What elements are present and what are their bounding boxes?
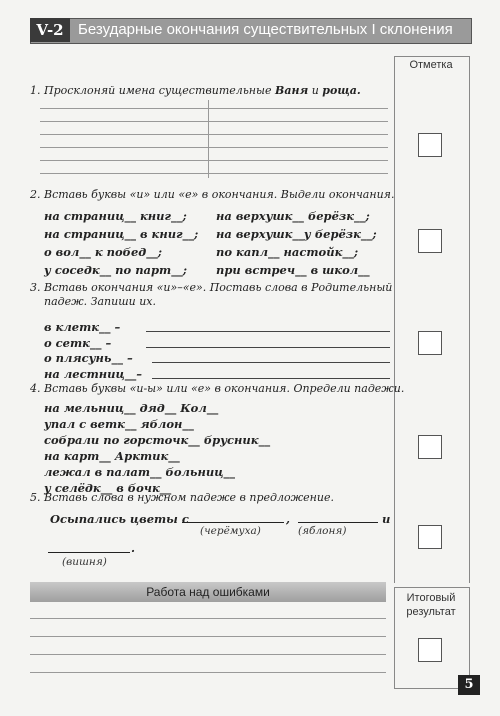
answer-line[interactable]	[152, 362, 390, 363]
task-2-row: у соседк__ по парт__;	[44, 263, 187, 277]
work-on-mistakes-title: Работа над ошибками	[146, 585, 270, 599]
task-5-sentence: Осыпались цветы с	[50, 512, 189, 526]
task-5-hint-1: (черёмуха)	[200, 525, 261, 537]
task-2-row: на страниц__ книг__;	[44, 209, 187, 223]
task-2-instruction: 2. Вставь буквы «и» или «е» в окончания. Выдели окончания.	[30, 188, 395, 201]
task-2-row: о вол__ к побед__;	[44, 245, 162, 259]
mistakes-lines[interactable]	[30, 600, 386, 690]
task-3-row: в клетк__ –	[44, 320, 121, 334]
task-2-row: при встреч__ в школ__	[216, 263, 370, 277]
answer-line[interactable]	[152, 378, 390, 379]
answer-line[interactable]	[146, 331, 390, 332]
task-5-dot: .	[131, 541, 136, 555]
answer-line[interactable]	[298, 522, 378, 523]
task-5-instruction: 5. Вставь слова в нужном падеже в предложение.	[30, 491, 334, 504]
worksheet-code: V-2	[30, 18, 70, 42]
task-4-row: на карт__ Арктик__	[44, 449, 180, 463]
result-label: Итоговый результат	[406, 592, 456, 618]
task-2-row: по капл__ настойк__;	[216, 245, 359, 259]
grade-box-3[interactable]	[418, 331, 442, 355]
grade-box-4[interactable]	[418, 435, 442, 459]
task-3-instruction-cont: падеж. Запиши их.	[44, 295, 156, 308]
task-2-row: на верхушк__у берёзк__;	[216, 227, 377, 241]
task-3-row: о плясунь__ –	[44, 351, 133, 365]
task-4-row: у селёдк__ в бочк__	[44, 481, 172, 495]
task-4-instruction: 4. Вставь буквы «и-ы» или «е» в окончания. Определи падежи.	[30, 382, 405, 395]
worksheet-title: Безударные окончания существительных I склонения	[78, 21, 453, 38]
task-4-row: собрали по горсточк__ брусник__	[44, 433, 271, 447]
result-grade-box[interactable]	[418, 638, 442, 662]
task-5-and: и	[382, 512, 391, 526]
task-1-instruction: 1. Просклоняй имена существительные Ваня и роща.	[30, 84, 361, 97]
task-4-row: лежал в палат__ больниц__	[44, 465, 235, 479]
task-4-row: упал с ветк__ яблон__	[44, 417, 194, 431]
task-2-row: на страниц__ в книг__;	[44, 227, 199, 241]
grade-box-2[interactable]	[418, 229, 442, 253]
page-number: 5	[458, 675, 480, 695]
grade-box-5[interactable]	[418, 525, 442, 549]
task-5-comma: ,	[286, 512, 291, 526]
task-3-row: на лестниц__–	[44, 367, 142, 381]
answer-line[interactable]	[182, 522, 284, 523]
answer-line[interactable]	[146, 347, 390, 348]
task-5-hint-3: (вишня)	[62, 556, 107, 568]
task-3-instruction: 3. Вставь окончания «и»–«е». Поставь слова в Родительный	[30, 281, 393, 294]
answer-line[interactable]	[48, 552, 130, 553]
task-2-row: на верхушк__ берёзк__;	[216, 209, 370, 223]
task-1-table[interactable]	[40, 100, 388, 178]
grade-box-1[interactable]	[418, 133, 442, 157]
task-4-row: на мельниц__ дяд__ Кол__	[44, 401, 219, 415]
task-3-row: о сетк__ –	[44, 336, 112, 350]
task-5-hint-2: (яблоня)	[298, 525, 347, 537]
grade-column-header: Отметка	[409, 59, 453, 71]
